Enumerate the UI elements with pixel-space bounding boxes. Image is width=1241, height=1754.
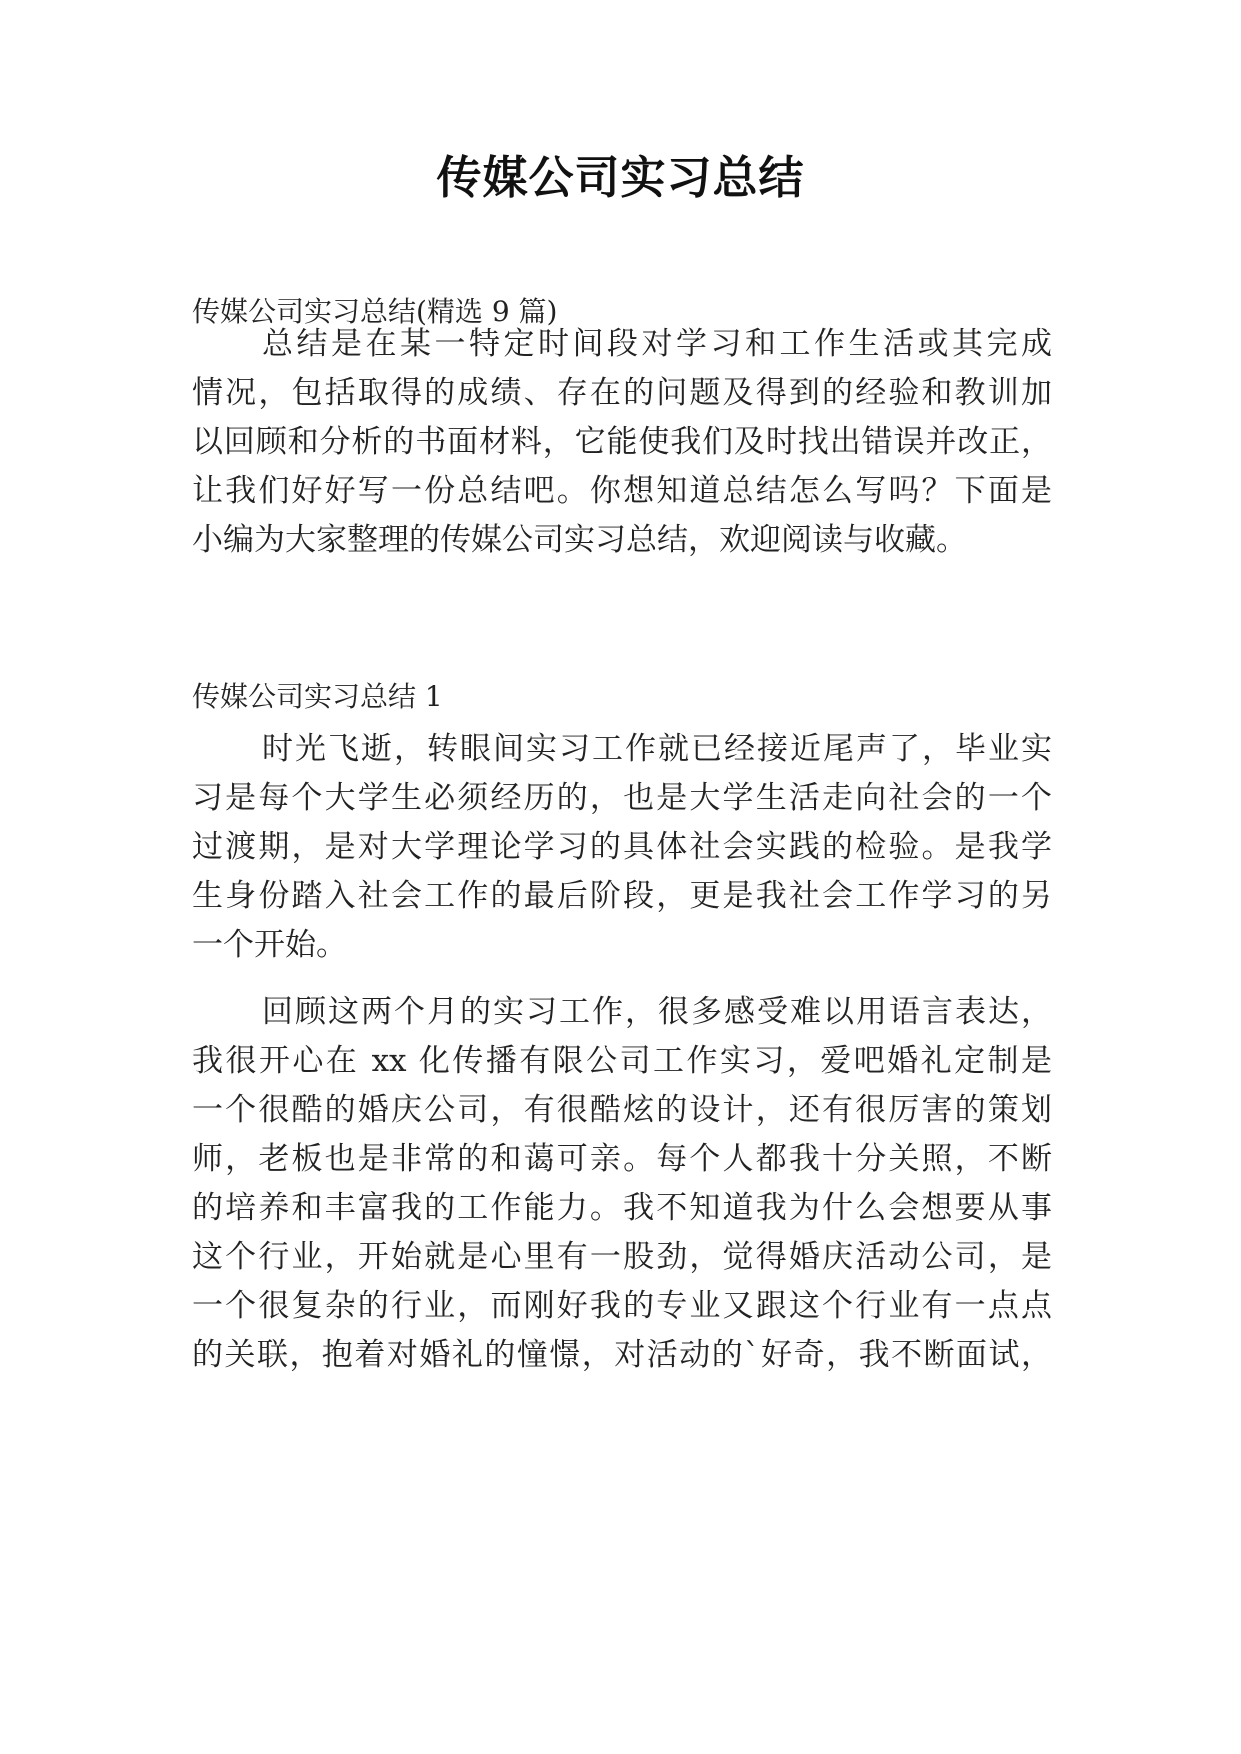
paragraph-line: 时光飞逝，转眼间实习工作就已经接近尾声了，毕业实 (262, 731, 1052, 767)
paragraph-line: 的培养和丰富我的工作能力。我不知道我为什么会想要从事 (192, 1190, 1052, 1226)
intro-line: 总结是在某一特定时间段对学习和工作生活或其完成 (262, 326, 1052, 362)
intro-line: 让我们好好写一份总结吧。你想知道总结怎么写吗？下面是 (192, 473, 1052, 509)
paragraph-line: 的关联，抱着对婚礼的憧憬，对活动的`好奇，我不断面试， (192, 1337, 1052, 1373)
document-title: 传媒公司实习总结 (436, 151, 805, 204)
paragraph-line: 一个很复杂的行业，而刚好我的专业又跟这个行业有一点点 (192, 1288, 1052, 1324)
paragraph-line: 生身份踏入社会工作的最后阶段，更是我社会工作学习的另 (192, 878, 1052, 914)
paragraph-line: 一个很酷的婚庆公司，有很酷炫的设计，还有很厉害的策划 (192, 1092, 1052, 1128)
intro-line: 情况，包括取得的成绩、存在的问题及得到的经验和教训加 (192, 375, 1052, 411)
document-subtitle: 传媒公司实习总结(精选 9 篇) (192, 295, 558, 328)
paragraph-line: 回顾这两个月的实习工作，很多感受难以用语言表达， (262, 994, 1052, 1030)
paragraph-line: 师，老板也是非常的和蔼可亲。每个人都我十分关照，不断 (192, 1141, 1052, 1177)
paragraph-line: 我很开心在 xx 化传播有限公司工作实习，爱吧婚礼定制是 (192, 1043, 1052, 1079)
paragraph-line: 一个开始。 (192, 927, 347, 963)
section-heading: 传媒公司实习总结 1 (192, 680, 443, 713)
paragraph-line: 习是每个大学生必须经历的，也是大学生活走向社会的一个 (192, 780, 1052, 816)
intro-line: 以回顾和分析的书面材料，它能使我们及时找出错误并改正， (192, 424, 1052, 460)
paragraph-line: 过渡期，是对大学理论学习的具体社会实践的检验。是我学 (192, 829, 1052, 865)
paragraph-line: 这个行业，开始就是心里有一股劲，觉得婚庆活动公司，是 (192, 1239, 1052, 1275)
intro-line: 小编为大家整理的传媒公司实习总结，欢迎阅读与收藏。 (192, 522, 967, 558)
